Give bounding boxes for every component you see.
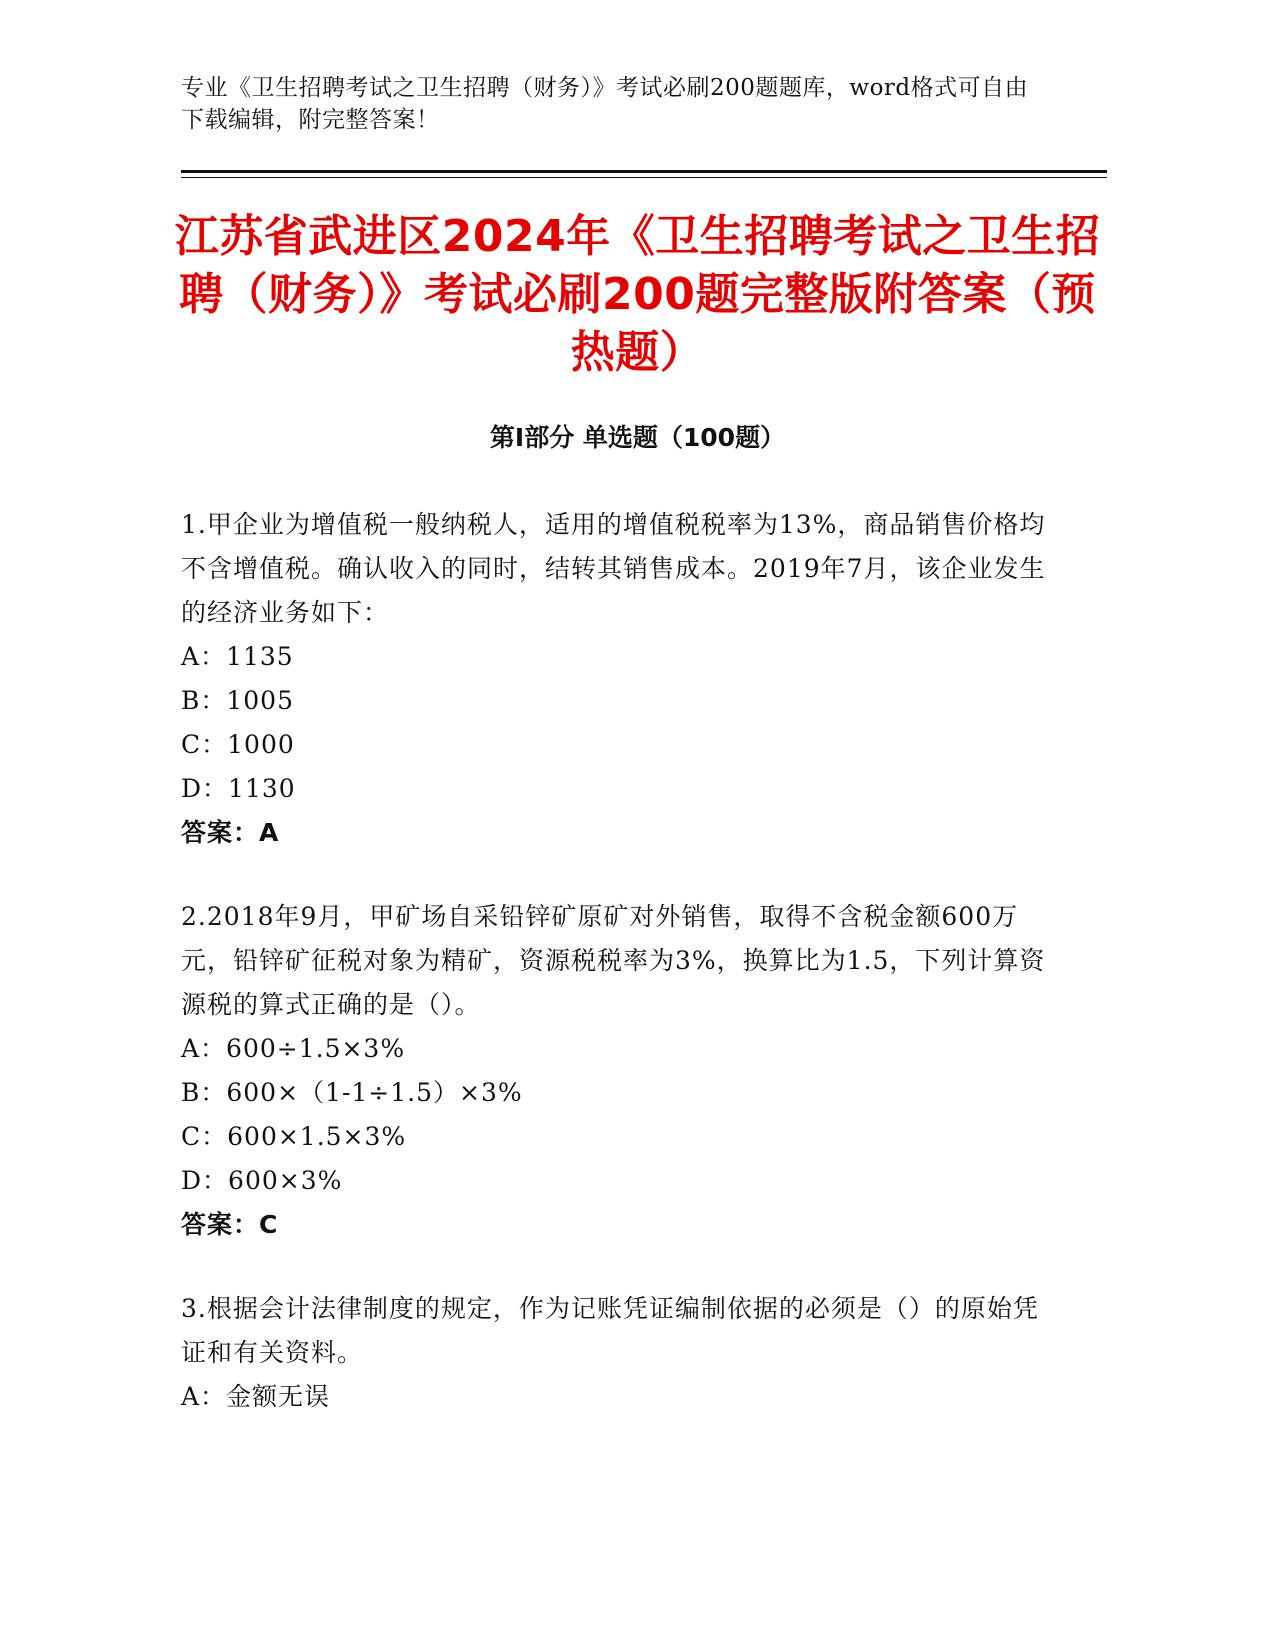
question-1 — [181, 503, 1051, 855]
answer: 答案：A — [181, 818, 280, 847]
answer: 答案：C — [181, 1210, 279, 1239]
option-d: D：1130 — [181, 774, 296, 803]
option-d: D：600×3% — [181, 1166, 343, 1195]
option-a: A：600÷1.5×3% — [181, 1034, 406, 1063]
option-c: C：600×1.5×3% — [181, 1122, 407, 1151]
question-stem: 2.2018年9月，甲矿场自采铅锌矿原矿对外销售，取得不含税金额600万元，铅锌矿征税对象为精矿，资源税税率为3%，换算比为1.5，下列计算资源税的算式正确的是（）。 — [181, 902, 1046, 1019]
header-note: 专业《卫生招聘考试之卫生招聘（财务）》考试必刷200题题库，word格式可自由下载编辑，附完整答案！ — [181, 75, 1029, 133]
section-heading: 第I部分 单选题（100题） — [489, 423, 786, 452]
option-b: B：600×（1-1÷1.5）×3% — [181, 1078, 523, 1107]
option-a: A：1135 — [181, 642, 294, 671]
option-b: B：1005 — [181, 686, 294, 715]
option-c: C：1000 — [181, 730, 295, 759]
header-divider — [181, 170, 1107, 173]
option-a: A：金额无误 — [181, 1382, 331, 1411]
question-stem: 1.甲企业为增值税一般纳税人，适用的增值税税率为13%，商品销售价格均不含增值税。确认收入的同时，结转其销售成本。2019年7月，该企业发生的经济业务如下： — [181, 510, 1046, 627]
question-2 — [181, 895, 1051, 1247]
question-3 — [181, 1287, 1051, 1419]
document-title: 江苏省武进区2024年《卫生招聘考试之卫生招聘（财务）》考试必刷200题完整版附答案（预热题） — [174, 211, 1101, 378]
question-stem: 3.根据会计法律制度的规定，作为记账凭证编制依据的必须是（）的原始凭证和有关资料。 — [181, 1294, 1039, 1367]
header-divider-thin — [181, 177, 1107, 178]
